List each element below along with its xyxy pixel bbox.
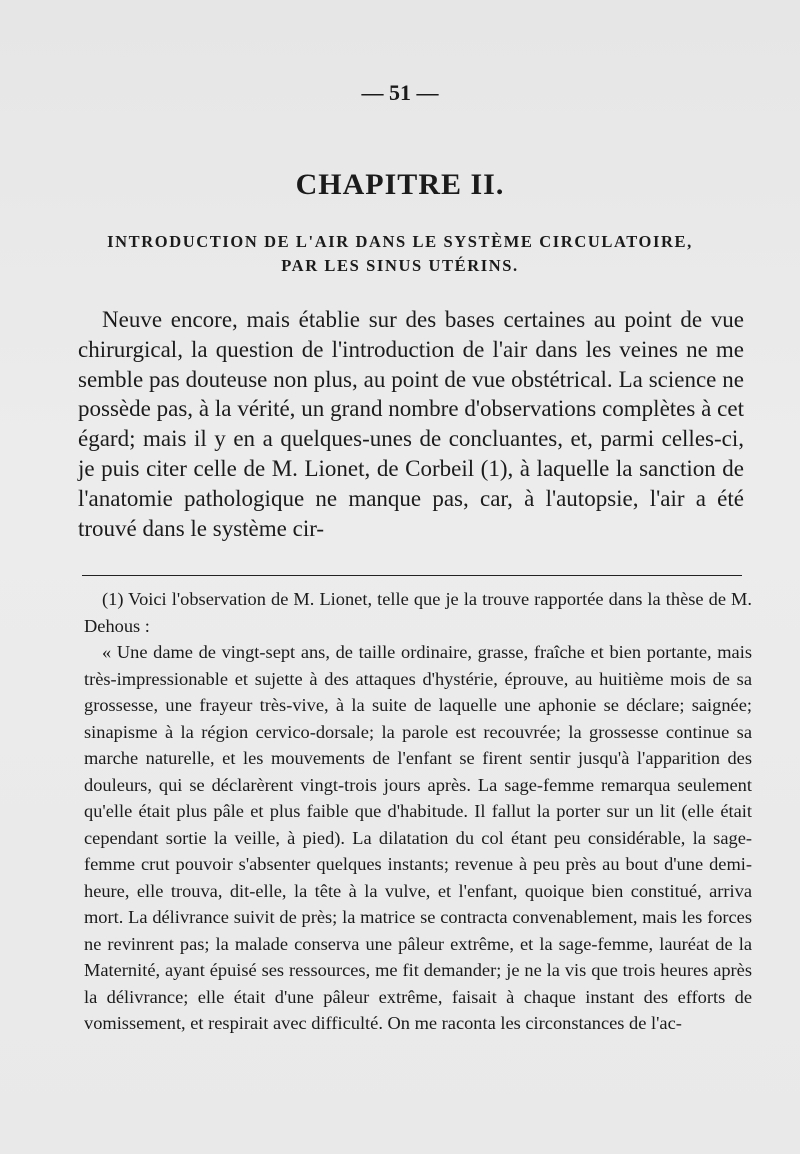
body-text	[78, 305, 744, 543]
footnote	[84, 586, 752, 1037]
page-number: — 51 —	[361, 80, 439, 105]
chapter-title: CHAPITRE II.	[295, 168, 505, 201]
footnote-divider	[82, 575, 742, 576]
footnote-text: « Une dame de vingt-sept ans, de taille ordinaire, grasse, fraîche et bien portante, mais très-impressionable et sujette à des attaques d'hystérie, éprouve, au huitième mois de sa grossesse, une frayeur très-vive, à la suite de laquelle une aphonie se déclare; saignée; sinapisme à la région cervico-dorsale; la parole est recouvrée; la grossesse continue sa marche naturelle, et les mouvements de l'enfant se firent sentir jusqu'à l'apparition des douleurs, qui se déclarèrent vingt-trois jours après. La sage-femme remarqua seulement qu'elle était plus pâle et plus faible que d'habitude. Il fallut la porter sur un lit (elle était cependant sortie la veille, à pied). La dilatation du col étant peu considérable, la sage-femme crut pouvoir s'absenter quelques instants; revenue à peu près au bout d'une demi-heure, elle trouva, dit-elle, la tête à la vulve, et l'enfant, quoique bien constitué, arriva mort. La délivrance suivit de près; la matrice se contracta convenablement, mais les forces ne revinrent pas; la malade conserva une pâleur extrême, et la sage-femme, lauréat de la Maternité, ayant épuisé ses ressources, me fit demander; je ne la vis que trois heures après la délivrance; elle était d'une pâleur extrême, faisait à chaque instant des efforts de vomissement, et respirait avec difficulté. On me raconta les circonstances de l'ac-	[84, 642, 752, 1033]
body-paragraph: Neuve encore, mais établie sur des bases certaines au point de vue chirurgical, la question de l'introduction de l'air dans les veines ne me semble pas douteuse non plus, au point de vue obstétrical. La science ne possède pas, à la vérité, un grand nombre d'observations complètes à cet égard; mais il y en a quelques-unes de concluantes, et, parmi celles-ci, je puis citer celle de M. Lionet, de Corbeil (1), à laquelle la sanction de l'anatomie pathologique ne manque pas, car, à l'autopsie, l'air a été trouvé dans le système cir-	[78, 307, 744, 541]
chapter-subtitle-line-2: PAR LES SINUS UTÉRINS.	[281, 256, 519, 275]
footnote-intro: (1) Voici l'observation de M. Lionet, telle que je la trouve rapportée dans la thèse de M. Dehous :	[84, 589, 752, 636]
chapter-subtitle-line-1: INTRODUCTION DE L'AIR DANS LE SYSTÈME CIRCULATOIRE,	[107, 232, 693, 251]
